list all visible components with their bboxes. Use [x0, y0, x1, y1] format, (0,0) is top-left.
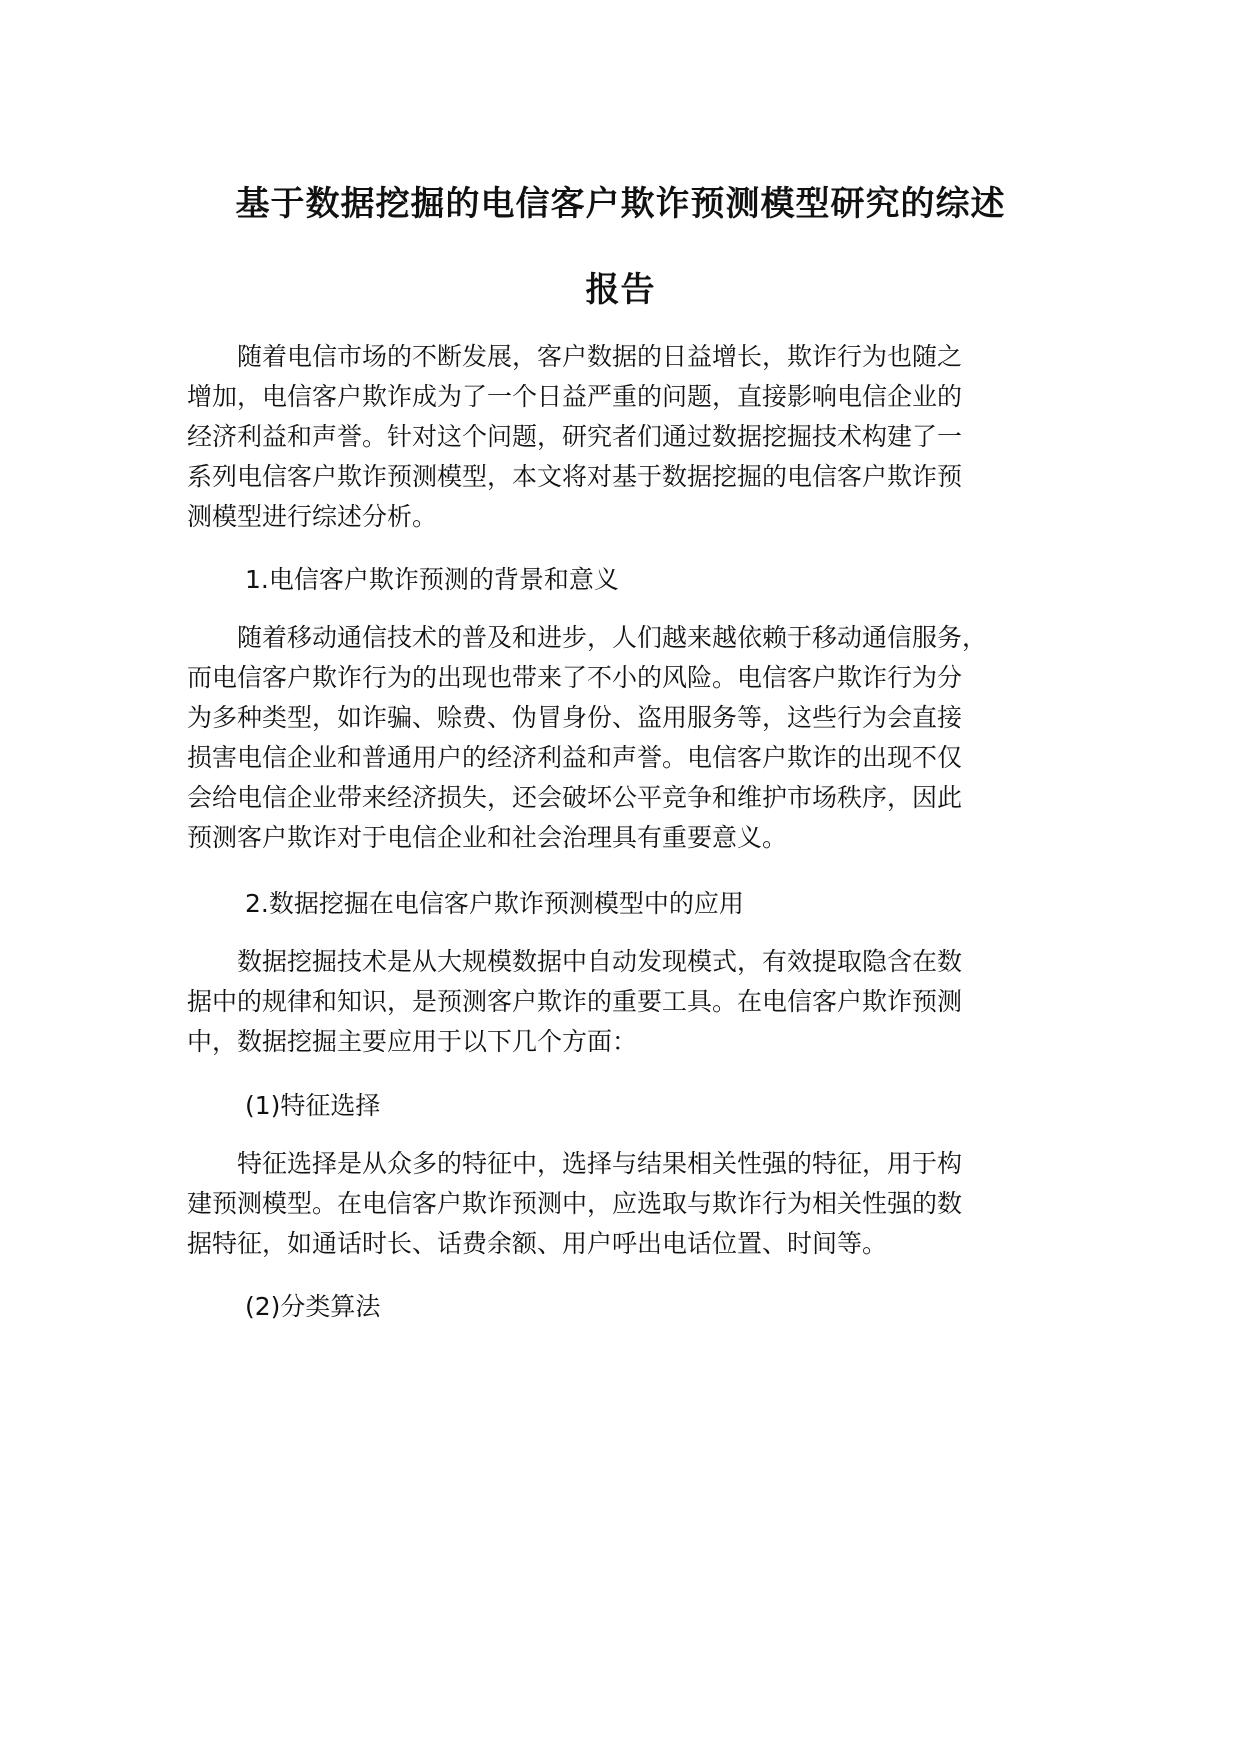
section-heading-1 [187, 560, 1087, 600]
paragraph-line: 增加，电信客户欺诈成为了一个日益严重的问题，直接影响电信企业的 [187, 382, 963, 411]
paragraph-line: 特征选择是从众多的特征中，选择与结果相关性强的特征，用于构 [237, 1149, 963, 1178]
section-heading-text: 2.数据挖掘在电信客户欺诈预测模型中的应用 [245, 889, 744, 918]
paragraph-line: 数据挖掘技术是从大规模数据中自动发现模式，有效提取隐含在数 [237, 947, 963, 976]
paragraph-line: 损害电信企业和普通用户的经济利益和声誉。电信客户欺诈的出现不仅 [187, 743, 963, 772]
paragraph-line: 经济利益和声誉。针对这个问题，研究者们通过数据挖掘技术构建了一 [187, 422, 963, 451]
subsection-heading-2 [187, 1287, 1087, 1327]
feature-selection-paragraph [187, 1144, 1087, 1264]
subsection-heading-text: (1)特征选择 [245, 1091, 381, 1120]
paragraph-line: 系列电信客户欺诈预测模型，本文将对基于数据挖掘的电信客户欺诈预 [187, 462, 963, 491]
paragraph-line: 建预测模型。在电信客户欺诈预测中，应选取与欺诈行为相关性强的数 [187, 1189, 963, 1218]
data-mining-paragraph [187, 942, 1087, 1062]
intro-paragraph [187, 337, 1087, 537]
background-paragraph [187, 618, 1087, 858]
paragraph-line: 随着电信市场的不断发展，客户数据的日益增长，欺诈行为也随之 [237, 342, 963, 371]
paragraph-line: 会给电信企业带来经济损失，还会破坏公平竞争和维护市场秩序，因此 [187, 783, 963, 812]
paragraph-line: 而电信客户欺诈行为的出现也带来了不小的风险。电信客户欺诈行为分 [187, 663, 963, 692]
paragraph-line: 预测客户欺诈对于电信企业和社会治理具有重要意义。 [187, 823, 788, 852]
section-heading-2 [187, 884, 1087, 924]
section-heading-text: 1.电信客户欺诈预测的背景和意义 [245, 565, 619, 594]
subsection-heading-1 [187, 1086, 1087, 1126]
document-title-line-1: 基于数据挖掘的电信客户欺诈预测模型研究的综述 [235, 184, 1006, 224]
paragraph-line: 据特征，如通话时长、话费余额、用户呼出电话位置、时间等。 [187, 1229, 888, 1258]
paragraph-line: 测模型进行综述分析。 [187, 502, 438, 531]
document-title-line-2: 报告 [585, 270, 656, 310]
paragraph-line: 据中的规律和知识，是预测客户欺诈的重要工具。在电信客户欺诈预测 [187, 987, 963, 1016]
paragraph-line: 为多种类型，如诈骗、赊费、伪冒身份、盗用服务等，这些行为会直接 [187, 703, 963, 732]
paragraph-line: 随着移动通信技术的普及和进步，人们越来越依赖于移动通信服务， [237, 623, 988, 652]
subsection-heading-text: (2)分类算法 [245, 1292, 381, 1321]
paragraph-line: 中，数据挖掘主要应用于以下几个方面： [187, 1027, 638, 1056]
